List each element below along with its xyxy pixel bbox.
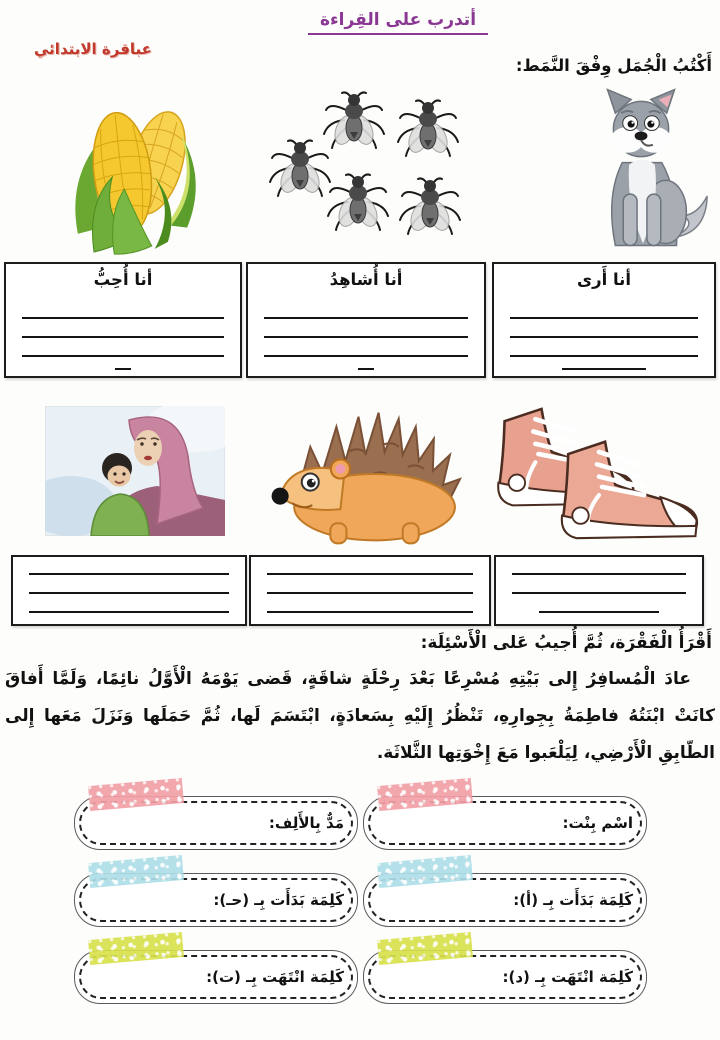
reading-paragraph: عادَ الْمُسافِرُ إِلى بَيْتِهِ مُسْرِعًا بَعْدَ رِحْلَةٍ شاقَةٍ، قَضى يَوْمَهُ الْأَوَّلُ نائِمًا، وَلَمَّا أَفاقَ كانَتْ ابْنَتُهُ فاطِمَةُ بِجِوارِهِ، تَنْظُرُ إِلَيْهِ بِسَعادَةٍ، ابْتَسَمَ لَها، ثُمَّ حَمَلَها وَنَزَلَ مَعَها إِلى الطّابِقِ الْأَرْضِي، لِيَلْعَبوا مَعَ إِخْوَتِها الثَّلاثَة. [5, 669, 715, 763]
question-label: كَلِمَة بَدَأَت بِـ (أ): [513, 891, 633, 909]
washi-tape [88, 855, 184, 888]
question-box-ends-with-dal[interactable] [363, 950, 647, 1004]
writing-line[interactable] [267, 611, 473, 613]
writing-line[interactable] [29, 573, 229, 575]
writing-line[interactable] [115, 368, 131, 370]
writing-line[interactable] [267, 592, 473, 594]
question-label: مَدٌّ بِالأَلِف: [268, 814, 344, 832]
question-label: كَلِمَة انْتَهَت بِـ (ت): [206, 968, 344, 986]
corn-image [52, 84, 217, 256]
writing-line[interactable] [510, 355, 698, 357]
reading-instruction: أَقْرَأُ الْفَقْرَة، ثُمَّ أُجيبُ عَلى الْأَسْئِلَة: [420, 633, 712, 653]
page-title: أتدرب على القِراءة [308, 10, 488, 35]
answer-box-blank-2[interactable] [249, 555, 491, 626]
writing-line[interactable] [22, 317, 224, 319]
question-label: كَلِمَة انْتَهَت بِـ (د): [502, 968, 633, 986]
answer-box-header: أنا أُشاهِدُ [329, 270, 403, 289]
washi-tape [377, 855, 473, 888]
publisher-logo: عباقرة الابتدائي [34, 40, 152, 58]
writing-line[interactable] [264, 336, 468, 338]
mother-and-child-image [45, 406, 225, 536]
answer-box-i-love[interactable] [4, 262, 242, 378]
writing-line[interactable] [512, 592, 686, 594]
question-label: اسْم بِنْت: [562, 814, 633, 832]
writing-line[interactable] [358, 368, 374, 370]
flies-image [260, 88, 470, 246]
answer-box-header: أنا أَرى [576, 270, 632, 289]
writing-line[interactable] [510, 317, 698, 319]
question-box-ends-with-taa[interactable] [74, 950, 358, 1004]
writing-line[interactable] [512, 573, 686, 575]
washi-tape [88, 778, 184, 811]
writing-line[interactable] [562, 368, 646, 370]
washi-tape [88, 932, 184, 965]
writing-line[interactable] [29, 611, 229, 613]
writing-line[interactable] [22, 355, 224, 357]
writing-line[interactable] [510, 336, 698, 338]
washi-tape [377, 932, 473, 965]
wolf-image [568, 86, 716, 252]
writing-line[interactable] [264, 355, 468, 357]
question-label: كَلِمَة بَدَأَت بِـ (حـ): [213, 891, 344, 909]
question-box-madd-alif[interactable] [74, 796, 358, 850]
writing-line[interactable] [29, 592, 229, 594]
answer-box-blank-3[interactable] [11, 555, 247, 626]
sneakers-image [482, 392, 718, 552]
writing-line[interactable] [264, 317, 468, 319]
washi-tape [377, 778, 473, 811]
question-box-starts-with-alif[interactable] [363, 873, 647, 927]
writing-line[interactable] [539, 611, 659, 613]
writing-line[interactable] [267, 573, 473, 575]
question-box-girl-name[interactable] [363, 796, 647, 850]
hedgehog-image [252, 396, 468, 548]
question-box-starts-with-haa[interactable] [74, 873, 358, 927]
pattern-instruction: أَكْتُبُ الْجُمَل وِفْقَ النَّمَط: [515, 56, 712, 75]
answer-box-blank-1[interactable] [494, 555, 704, 626]
answer-box-header: أنا أُحِبُّ [93, 270, 153, 289]
answer-box-i-watch[interactable] [246, 262, 486, 378]
writing-line[interactable] [22, 336, 224, 338]
answer-box-i-see[interactable] [492, 262, 716, 378]
